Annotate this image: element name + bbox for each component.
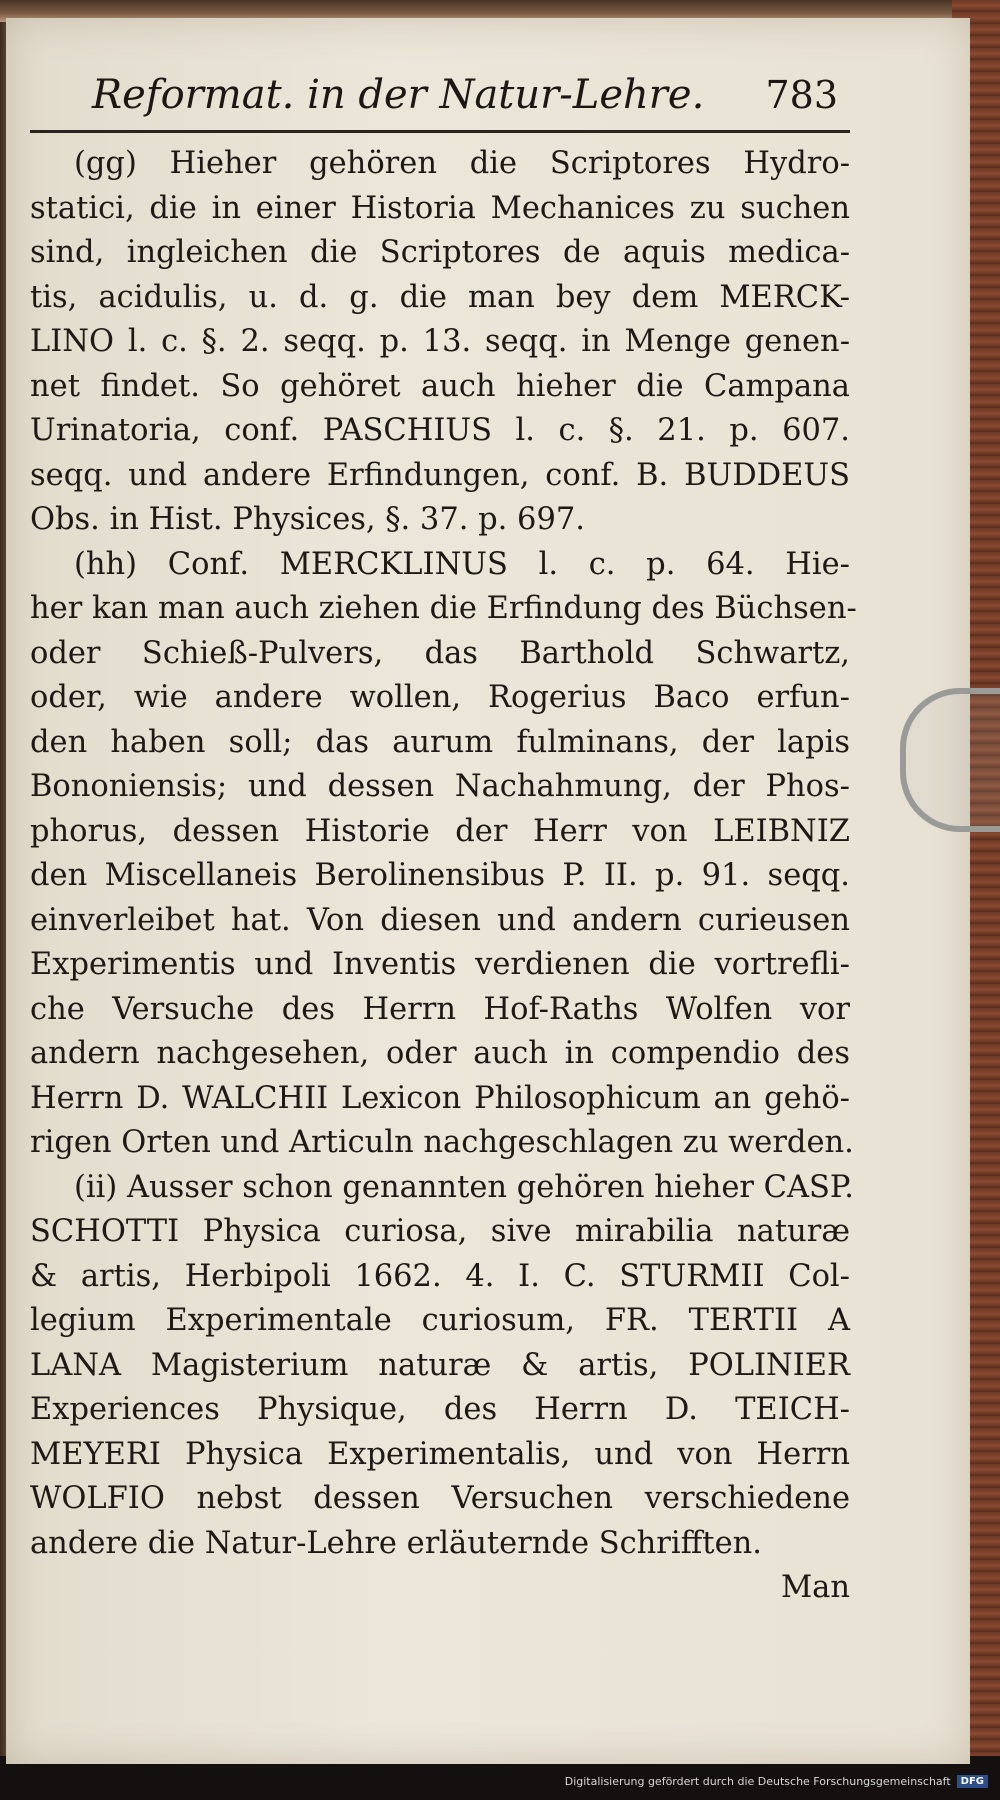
text-line: her kan man auch ziehen die Erfindung des Büchsen- <box>30 591 857 626</box>
text-line: Herrn D. WALCHII Lexicon Philosophicum an gehö- <box>30 1080 850 1116</box>
text-line: sind, ingleichen die Scriptores de aquis medica- <box>30 235 850 270</box>
text-line: oder Schieß-Pulvers, das Barthold Schwartz, <box>30 635 850 671</box>
text-line: net findet. So gehöret auch hieher die Campana <box>30 368 850 404</box>
text-line: rigen Orten und Articuln nachgeschlagen zu werden. <box>30 1125 854 1160</box>
text-line: legium Experimentale curiosum, FR. TERTII A <box>30 1303 850 1338</box>
page-clip <box>900 688 1000 832</box>
text-line: (ii) Ausser schon genannten gehören hieher CASP. <box>74 1169 854 1205</box>
running-title: Reformat. in der Natur-Lehre. <box>92 72 705 118</box>
text-line: & artis, Herbipoli 1662. 4. I. C. STURMII Col- <box>30 1258 850 1294</box>
credit-text: Digitalisierung gefördert durch die Deutsche Forschungsgemeinschaft <box>564 1775 951 1788</box>
text-line: tis, acidulis, u. d. g. die man bey dem MERCK- <box>30 279 850 315</box>
text-line: MEYERI Physica Experimentalis, und von Herrn <box>30 1436 850 1472</box>
text-line: den haben soll; das aurum fulminans, der lapis <box>30 724 850 760</box>
text-line: (hh) Conf. MERCKLINUS l. c. p. 64. Hie- <box>74 546 850 582</box>
text-line: statici, die in einer Historia Mechanices zu suchen <box>30 190 850 226</box>
text-line: WOLFIO nebst dessen Versuchen verschiedene <box>30 1481 850 1516</box>
text-line: oder, wie andere wollen, Rogerius Baco erfun- <box>30 680 850 715</box>
digitization-credit <box>565 1775 988 1788</box>
running-header <box>92 72 838 118</box>
text-line: SCHOTTI Physica curiosa, sive mirabilia naturæ <box>30 1214 850 1249</box>
text-line: einverleibet hat. Von diesen und andern curieusen <box>30 902 850 938</box>
text-line: den Miscellaneis Berolinensibus P. II. p. 91. seqq. <box>30 858 850 893</box>
text-line: che Versuche des Herrn Hof-Raths Wolfen vor <box>30 991 850 1027</box>
text-line: LINO l. c. §. 2. seqq. p. 13. seqq. in Menge genen- <box>30 324 850 359</box>
text-line: Obs. in Hist. Physices, §. 37. p. 697. <box>30 502 585 537</box>
dfg-logo: DFG <box>957 1775 988 1788</box>
text-line: andere die Natur-Lehre erläuternde Schrifften. <box>30 1525 762 1561</box>
text-line: seqq. und andere Erfindungen, conf. B. BUDDEUS <box>30 457 850 493</box>
text-line: andern nachgesehen, oder auch in compendio des <box>30 1036 850 1071</box>
footnotes-text <box>30 142 857 1611</box>
text-line: Urinatoria, conf. PASCHIUS l. c. §. 21. p. 607. <box>30 413 850 448</box>
text-line: (gg) Hieher gehören die Scriptores Hydro- <box>74 146 850 181</box>
page-number: 783 <box>765 73 838 117</box>
text-line: Experimentis und Inventis verdienen die vortrefli- <box>30 947 850 982</box>
text-line: LANA Magisterium naturæ & artis, POLINIER <box>30 1347 850 1383</box>
text-line: Bononiensis; und dessen Nachahmung, der Phos- <box>30 769 850 804</box>
text-line: Experiences Physique, des Herrn D. TEICH- <box>30 1392 850 1427</box>
header-rule <box>30 130 850 133</box>
catchword: Man <box>780 1570 850 1605</box>
text-line: phorus, dessen Historie der Herr von LEIBNIZ <box>30 813 850 849</box>
